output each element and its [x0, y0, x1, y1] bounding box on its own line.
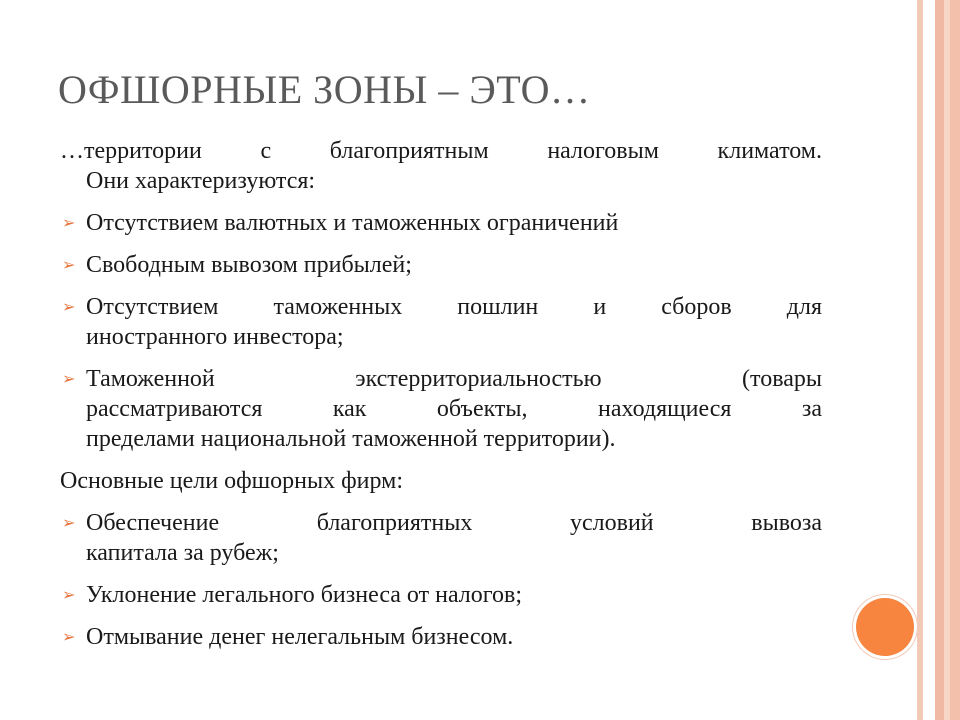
bullet-text-line: Таможенной экстерриториальностью (товары	[86, 366, 822, 392]
bullet-text-line: Отсутствием таможенных пошлин и сборов для	[86, 294, 822, 320]
intro-line: …территории с благоприятным налоговым климатом.	[60, 138, 822, 164]
bullet-text-line: Отсутствием валютных и таможенных ограничений	[86, 210, 619, 236]
slide-body	[60, 136, 822, 664]
bullet-text-line: рассматриваются как объекты, находящиеся за	[86, 396, 822, 422]
bullet-arrow-icon: ➢	[62, 513, 76, 532]
goals-list	[60, 508, 822, 652]
bullet-arrow-icon: ➢	[62, 369, 76, 388]
slide-title: ОФШОРНЫЕ ЗОНЫ – ЭТО…	[58, 67, 591, 112]
bullet-arrow-icon: ➢	[62, 297, 76, 316]
decor-stripe	[950, 0, 960, 720]
decor-stripe	[928, 0, 935, 720]
bullet-text-line: иностранного инвестора;	[86, 324, 344, 350]
decor-stripe	[917, 0, 923, 720]
bullet-item	[60, 292, 822, 352]
bullet-item	[60, 508, 822, 568]
orange-circle-decor	[856, 598, 914, 656]
bullet-item	[60, 364, 822, 454]
bullet-item	[60, 622, 822, 652]
bullet-text-line: Отмывание денег нелегальным бизнесом.	[86, 624, 514, 650]
bullet-text-line: Обеспечение благоприятных условий вывоза	[86, 510, 822, 536]
bullet-item	[60, 250, 822, 280]
goals-heading: Основные цели офшорных фирм:	[60, 468, 403, 494]
bullet-arrow-icon: ➢	[62, 255, 76, 274]
bullet-arrow-icon: ➢	[62, 585, 76, 604]
bullet-item	[60, 208, 822, 238]
characteristics-list	[60, 208, 822, 454]
bullet-arrow-icon: ➢	[62, 627, 76, 646]
intro-line: Они характеризуются:	[86, 168, 316, 194]
bullet-text-line: пределами национальной таможенной территории).	[86, 426, 616, 452]
intro-paragraph	[60, 136, 822, 196]
bullet-item	[60, 580, 822, 610]
bullet-arrow-icon: ➢	[62, 213, 76, 232]
decor-stripe	[935, 0, 944, 720]
bullet-text-line: капитала за рубеж;	[86, 540, 279, 566]
bullet-text-line: Уклонение легального бизнеса от налогов;	[86, 582, 523, 608]
bullet-text-line: Свободным вывозом прибылей;	[86, 252, 412, 278]
